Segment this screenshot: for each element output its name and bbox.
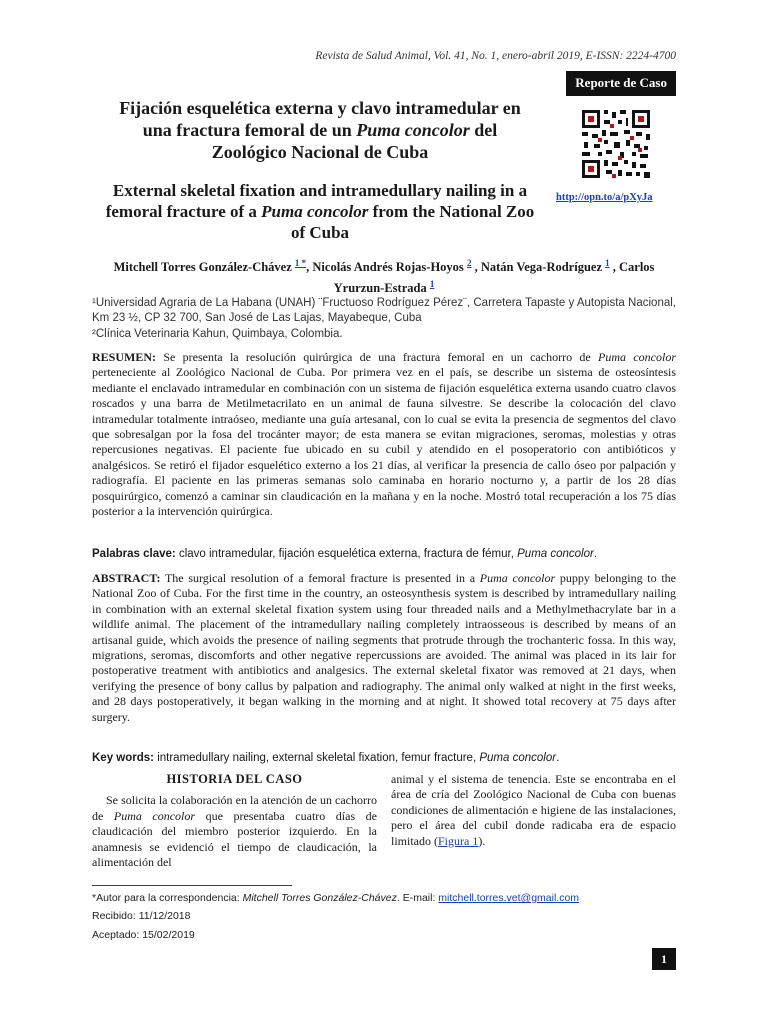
author-3-affil-link[interactable]: 1	[605, 258, 610, 268]
history-paragraph-1: Se solicita la colaboración en la atención de un cachorro de Puma concolor que presentaba cuatro días de claudicación del miembro posterior izquierdo. En la anamnesis se evidenció el tiempo de claudicación, la alimentación del	[92, 793, 377, 870]
title-spanish: Fijación esquelética externa y clavo intramedular en una fractura femoral de un Puma concolor del Zoológico Nacional de Cuba	[119, 98, 521, 162]
email-link[interactable]: mitchell.torres.vet@gmail.com	[438, 892, 580, 904]
short-url-link[interactable]: http://opn.to/a/pXyJa	[556, 192, 653, 203]
affiliation-2: ²Clínica Veterinaria Kahun, Quimbaya, Colombia.	[92, 328, 343, 340]
figure-1-link[interactable]: Figura 1	[438, 833, 479, 848]
affiliation-1: ¹Universidad Agraria de La Habana (UNAH) ¨Fructuoso Rodríguez Pérez¨, Carretera Tapaste y Autopista Nacional, Km 23 ½, CP 32 700, San José de Las Lajas, Mayabeque, Cuba	[92, 297, 676, 324]
keywords-spanish: Palabras clave: clavo intramedular, fijación esquelética externa, fractura de fémur, Puma concolor.	[92, 548, 598, 560]
title-es-line1: Fijación esquelética externa y clavo intramedular en	[119, 98, 521, 118]
accepted-date: Aceptado: 15/02/2019	[92, 929, 195, 941]
author-1-affil-link[interactable]: 1 *	[294, 258, 307, 268]
case-report-badge: Reporte de Caso	[566, 71, 676, 96]
resumen-label: RESUMEN:	[92, 350, 157, 364]
author-4-affil-link[interactable]: 1	[429, 279, 435, 290]
journal-citation: Revista de Salud Animal, Vol. 41, No. 1, enero-abril 2019, E-ISSN: 2224-4700	[315, 50, 676, 62]
abstract-paragraph: ABSTRACT: The surgical resolution of a femoral fracture is presented in a Puma concolor puppy belonging to the National Zoo of Cuba. For the first time in the country, an osteosynthesis system is described by intramedullary nailing in combination with an external skeletal fixation system using four threaded nails and a Methylmethacrylate bar in a wildlife animal. The placement of the intramedullary nailing completely intraosseous is described by means of an artisanal guide, which avoids the presence of nailing segments that protrude through the trochanteric fossa. In this way, migrations, seromas, discomforts and other negative repercussions are avoided. The animal was placed in its lair for postoperative treatment with antibiotics and analgesics. The external skeletal fixator was removed at 21 days, when verifying the presence of bony callus by palpation and radiography. The animal only walked at night in the first weeks, and 28 days postoperatively, it began walking in the morning and at night. It showed total recovery at 75 days after surgery.	[92, 571, 677, 724]
title-en-species: Puma concolor	[261, 202, 369, 221]
title-english: External skeletal fixation and intramedullary nailing in a femoral fracture of a Puma concolor from the National Zoo of Cuba	[105, 181, 535, 242]
history-column-left	[92, 772, 377, 870]
abstract-label: ABSTRACT:	[92, 571, 161, 585]
history-column-right: animal y el sistema de tenencia. Este se encontraba en el área de cría del Zoológico Nacional de Cuba con buenas condiciones de alimentación e higiene de las instalaciones, pero el área del cubil donde radicaba era de espacio limitado (Figura 1).	[391, 772, 676, 848]
qr-code-icon[interactable]	[580, 108, 652, 180]
title-es-species: Puma concolor	[356, 120, 470, 140]
history-heading: HISTORIA DEL CASO	[166, 772, 303, 786]
resumen-paragraph: RESUMEN: Se presenta la resolución quirúrgica de una fractura femoral en un cachorro de Puma concolor perteneciente al Zoológico Nacional de Cuba. Por primera vez en el país, se describe un sistema de osteosíntesis mediante el enclavado intramedular en combinación con un sistema de fijación esquelética externa usando cuatro clavos roscados y una barra de Metilmetacrilato en un animal de fauna silvestre. Se describe la colocación del clavo intramedular totalmente intraóseo, mediante una guía artesanal, con lo cual se evita la presencia de segmentos del clavo que sobresalgan por la fosa del trocánter mayor; de esta manera se evitan migraciones, seromas, molestias y otras repercusiones negativas. El paciente fue ubicado en su cubil y atendido en el posoperatorio con antibióticos y analgésicos. Se retiró el fijador esquelético externo a los 21 días, al verificar la presencia de callo óseo por palpación y radiografía. El paciente en las primeras semanas solo caminaba en horario nocturno y, a partir de los 28 días posquirúrgico, comenzó a caminar sin claudicación en la mañana y en la noche. Mostró total recuperación a los 75 días posterior a la intervención quirúrgica.	[92, 350, 676, 519]
received-date: Recibido: 11/12/2018	[92, 910, 191, 922]
keywords-english: Key words: intramedullary nailing, external skeletal fixation, femur fracture, Puma concolor.	[92, 752, 560, 764]
correspondence-footnote: *Autor para la correspondencia: Mitchell Torres González-Chávez. E-mail: mitchell.torres.vet@gmail.com	[92, 892, 580, 904]
footnote-divider	[92, 885, 292, 886]
page-number: 1	[652, 948, 676, 970]
author-2-affil-link[interactable]: 2	[466, 258, 472, 268]
author-list: Mitchell Torres González-Chávez $^{1 *}$, Nicolás Andrés Rojas-Hoyos $^2$ , Natán Vega-Rodríguez $^1$ , Carlos Yrurzun-Estrada $^1$	[113, 258, 655, 296]
